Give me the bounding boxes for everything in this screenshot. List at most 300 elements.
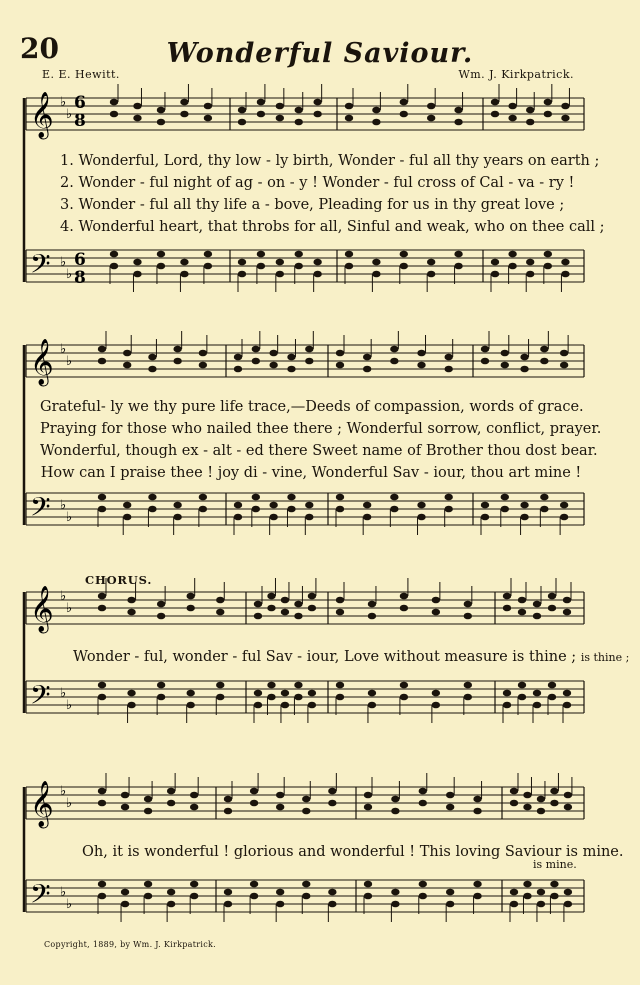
- note-head: [391, 889, 399, 896]
- note-head: [276, 115, 284, 122]
- note-head: [305, 346, 313, 353]
- note-head: [508, 103, 516, 110]
- note-head: [400, 263, 408, 270]
- note-head: [336, 362, 344, 369]
- note-head: [190, 792, 198, 799]
- note-head: [336, 609, 344, 616]
- note-head: [432, 690, 440, 697]
- note-head: [368, 690, 376, 697]
- verse-line: 4. Wonderful heart, that throbs for all, Sinful and weak, who on thee call ;: [60, 219, 605, 235]
- note-head: [199, 362, 207, 369]
- note-head: [454, 251, 462, 258]
- note-head: [238, 119, 246, 126]
- chorus-line-2: Oh, it is wonderful ! glorious and wonderful ! This loving Saviour is mine.: [82, 844, 624, 860]
- note-head: [560, 502, 568, 509]
- note-head: [526, 119, 534, 126]
- note-head: [503, 690, 511, 697]
- flat-icon: ♭: [60, 885, 67, 900]
- note-head: [417, 514, 425, 521]
- note-head: [491, 111, 499, 118]
- treble-clef-icon: 𝄞: [30, 339, 54, 385]
- verse-line: 3. Wonder - ful all thy life a - bove, Pleading for us in thy great love ;: [60, 197, 565, 213]
- note-head: [167, 901, 175, 908]
- note-head: [313, 99, 321, 106]
- note-head: [148, 354, 156, 361]
- note-head: [148, 506, 156, 513]
- note-head: [548, 694, 556, 701]
- note-head: [526, 271, 534, 278]
- note-head: [419, 881, 427, 888]
- note-head: [308, 702, 316, 709]
- note-head: [328, 901, 336, 908]
- note-head: [190, 804, 198, 811]
- note-head: [180, 271, 188, 278]
- copyright-notice: Copyright, 1889, by Wm. J. Kirkpatrick.: [44, 940, 216, 949]
- note-head: [400, 99, 408, 106]
- note-head: [250, 893, 258, 900]
- note-head: [173, 514, 181, 521]
- note-head: [328, 800, 336, 807]
- note-head: [417, 362, 425, 369]
- note-head: [313, 271, 321, 278]
- note-head: [510, 800, 518, 807]
- bass-clef-icon: 𝄢: [30, 491, 51, 529]
- note-head: [432, 702, 440, 709]
- note-head: [336, 494, 344, 501]
- note-head: [148, 494, 156, 501]
- note-head: [305, 514, 313, 521]
- flat-icon: ♭: [66, 897, 73, 912]
- flat-icon: ♭: [66, 698, 73, 713]
- note-head: [563, 597, 571, 604]
- note-head: [98, 881, 106, 888]
- note-head: [526, 259, 534, 266]
- note-head: [510, 901, 518, 908]
- flat-icon: ♭: [60, 784, 67, 799]
- note-head: [238, 271, 246, 278]
- note-head: [123, 514, 131, 521]
- note-head: [473, 796, 481, 803]
- note-head: [98, 358, 106, 365]
- note-head: [419, 788, 427, 795]
- note-head: [464, 682, 472, 689]
- note-head: [508, 263, 516, 270]
- note-head: [98, 800, 106, 807]
- note-head: [257, 263, 265, 270]
- note-head: [564, 804, 572, 811]
- note-head: [308, 690, 316, 697]
- note-head: [281, 702, 289, 709]
- note-head: [345, 251, 353, 258]
- note-head: [123, 350, 131, 357]
- note-head: [400, 682, 408, 689]
- note-head: [400, 694, 408, 701]
- note-head: [313, 259, 321, 266]
- note-head: [540, 494, 548, 501]
- note-head: [127, 609, 135, 616]
- note-head: [446, 804, 454, 811]
- note-head: [157, 263, 165, 270]
- note-head: [564, 889, 572, 896]
- note-head: [560, 350, 568, 357]
- note-head: [561, 271, 569, 278]
- note-head: [144, 881, 152, 888]
- note-head: [526, 107, 534, 114]
- note-head: [123, 362, 131, 369]
- note-head: [400, 593, 408, 600]
- note-head: [548, 593, 556, 600]
- note-head: [110, 111, 118, 118]
- note-head: [173, 358, 181, 365]
- note-head: [190, 881, 198, 888]
- note-head: [269, 514, 277, 521]
- verse-lines-system-2: [40, 396, 600, 484]
- flat-icon: ♭: [60, 686, 67, 701]
- note-head: [560, 514, 568, 521]
- page-number: 20: [20, 32, 59, 65]
- note-head: [400, 605, 408, 612]
- note-head: [520, 514, 528, 521]
- note-head: [281, 597, 289, 604]
- verse-line: 1. Wonderful, Lord, thy low - ly birth, Wonder - ful all thy years on earth ;: [60, 153, 600, 169]
- note-head: [180, 111, 188, 118]
- note-head: [417, 350, 425, 357]
- note-head: [444, 354, 452, 361]
- note-head: [537, 889, 545, 896]
- note-head: [167, 788, 175, 795]
- note-head: [540, 506, 548, 513]
- note-head: [287, 506, 295, 513]
- note-head: [481, 514, 489, 521]
- note-head: [216, 609, 224, 616]
- note-head: [432, 609, 440, 616]
- note-head: [287, 354, 295, 361]
- note-head: [224, 796, 232, 803]
- hymn-title: Wonderful Saviour.: [166, 38, 474, 69]
- note-head: [224, 808, 232, 815]
- author-credit: E. E. Hewitt.: [42, 68, 120, 81]
- note-head: [446, 792, 454, 799]
- note-head: [157, 107, 165, 114]
- note-head: [157, 119, 165, 126]
- note-head: [302, 796, 310, 803]
- note-head: [336, 682, 344, 689]
- note-head: [561, 259, 569, 266]
- note-head: [234, 354, 242, 361]
- note-head: [561, 103, 569, 110]
- verse-line: Grateful- ly we thy pure life trace,—Deeds of compassion, words of grace.: [40, 399, 584, 415]
- note-head: [540, 346, 548, 353]
- note-head: [518, 682, 526, 689]
- note-head: [257, 99, 265, 106]
- note-head: [148, 366, 156, 373]
- note-head: [503, 593, 511, 600]
- note-head: [234, 514, 242, 521]
- note-head: [98, 494, 106, 501]
- note-head: [254, 702, 262, 709]
- note-head: [501, 494, 509, 501]
- note-head: [276, 271, 284, 278]
- time-signature-top: 6: [74, 93, 86, 113]
- note-head: [391, 901, 399, 908]
- note-head: [98, 506, 106, 513]
- note-head: [123, 502, 131, 509]
- note-head: [308, 593, 316, 600]
- note-head: [294, 601, 302, 608]
- note-head: [234, 366, 242, 373]
- note-head: [444, 506, 452, 513]
- note-head: [238, 107, 246, 114]
- note-head: [276, 889, 284, 896]
- flat-icon: ♭: [66, 267, 73, 282]
- note-head: [186, 690, 194, 697]
- note-head: [501, 362, 509, 369]
- note-head: [157, 682, 165, 689]
- note-head: [98, 346, 106, 353]
- note-head: [167, 800, 175, 807]
- note-head: [473, 881, 481, 888]
- note-head: [110, 251, 118, 258]
- note-head: [520, 366, 528, 373]
- note-head: [186, 702, 194, 709]
- note-head: [302, 881, 310, 888]
- note-head: [523, 792, 531, 799]
- note-head: [537, 796, 545, 803]
- bass-time-signature-bottom: 8: [74, 268, 86, 288]
- note-head: [363, 354, 371, 361]
- flat-icon: ♭: [60, 255, 67, 270]
- note-head: [544, 251, 552, 258]
- note-head: [533, 613, 541, 620]
- note-head: [295, 119, 303, 126]
- note-head: [127, 702, 135, 709]
- note-head: [550, 800, 558, 807]
- bass-clef-icon: 𝄢: [30, 679, 51, 717]
- note-head: [427, 271, 435, 278]
- note-head: [305, 358, 313, 365]
- note-head: [186, 593, 194, 600]
- note-head: [391, 808, 399, 815]
- note-head: [491, 259, 499, 266]
- note-head: [508, 251, 516, 258]
- note-head: [560, 362, 568, 369]
- note-head: [345, 115, 353, 122]
- note-head: [444, 494, 452, 501]
- note-head: [464, 694, 472, 701]
- note-head: [563, 609, 571, 616]
- chorus-line-1: Wonder - ful, wonder - ful Sav - iour, Love without measure is thine ; is thine ;: [73, 649, 630, 665]
- note-head: [204, 263, 212, 270]
- note-head: [121, 901, 129, 908]
- verse-line: Praying for those who nailed thee there ; Wonderful sorrow, conflict, prayer.: [40, 421, 602, 437]
- note-head: [336, 597, 344, 604]
- note-head: [550, 881, 558, 888]
- verse-line: 2. Wonder - ful night of ag - on - y ! Wonder - ful cross of Cal - va - ry !: [60, 175, 575, 191]
- note-head: [294, 682, 302, 689]
- note-head: [110, 263, 118, 270]
- note-head: [180, 99, 188, 106]
- treble-clef-icon: 𝄞: [30, 586, 54, 632]
- note-head: [199, 350, 207, 357]
- note-head: [363, 514, 371, 521]
- note-head: [544, 111, 552, 118]
- note-head: [267, 605, 275, 612]
- note-head: [364, 881, 372, 888]
- note-head: [250, 788, 258, 795]
- bass-clef-icon: 𝄢: [30, 248, 51, 286]
- note-head: [173, 346, 181, 353]
- note-head: [281, 690, 289, 697]
- note-head: [234, 502, 242, 509]
- note-head: [276, 901, 284, 908]
- chorus-echo-1: is thine ;: [580, 651, 630, 664]
- note-head: [446, 889, 454, 896]
- note-head: [173, 502, 181, 509]
- note-head: [287, 366, 295, 373]
- note-head: [267, 694, 275, 701]
- flat-icon: ♭: [66, 510, 73, 525]
- note-head: [328, 788, 336, 795]
- note-head: [199, 494, 207, 501]
- composer-credit: Wm. J. Kirkpatrick.: [458, 68, 574, 81]
- note-head: [305, 502, 313, 509]
- note-head: [276, 259, 284, 266]
- note-head: [550, 893, 558, 900]
- note-head: [363, 502, 371, 509]
- note-head: [257, 251, 265, 258]
- note-head: [121, 792, 129, 799]
- note-head: [518, 694, 526, 701]
- note-head: [390, 358, 398, 365]
- note-head: [204, 115, 212, 122]
- flat-icon: ♭: [66, 107, 73, 122]
- treble-clef-icon: 𝄞: [30, 781, 54, 827]
- note-head: [276, 103, 284, 110]
- flat-icon: ♭: [60, 95, 67, 110]
- note-head: [254, 601, 262, 608]
- note-head: [345, 103, 353, 110]
- note-head: [464, 613, 472, 620]
- note-head: [533, 601, 541, 608]
- flat-icon: ♭: [60, 342, 67, 357]
- note-head: [544, 99, 552, 106]
- note-head: [564, 901, 572, 908]
- note-head: [121, 889, 129, 896]
- note-head: [98, 788, 106, 795]
- note-head: [295, 251, 303, 258]
- note-head: [336, 506, 344, 513]
- note-head: [336, 694, 344, 701]
- note-head: [98, 593, 106, 600]
- note-head: [127, 597, 135, 604]
- note-head: [533, 690, 541, 697]
- note-head: [544, 263, 552, 270]
- note-head: [254, 613, 262, 620]
- note-head: [537, 808, 545, 815]
- note-head: [276, 792, 284, 799]
- note-head: [563, 690, 571, 697]
- note-head: [419, 800, 427, 807]
- note-head: [501, 350, 509, 357]
- note-head: [216, 694, 224, 701]
- note-head: [432, 597, 440, 604]
- note-head: [501, 506, 509, 513]
- note-head: [110, 99, 118, 106]
- note-head: [491, 271, 499, 278]
- note-head: [419, 893, 427, 900]
- note-head: [491, 99, 499, 106]
- note-head: [372, 271, 380, 278]
- note-head: [368, 613, 376, 620]
- note-head: [127, 690, 135, 697]
- note-head: [336, 350, 344, 357]
- note-head: [252, 506, 260, 513]
- note-head: [287, 494, 295, 501]
- note-head: [216, 597, 224, 604]
- note-head: [444, 366, 452, 373]
- note-head: [238, 259, 246, 266]
- note-head: [564, 792, 572, 799]
- bass-time-signature-top: 6: [74, 250, 86, 270]
- note-head: [204, 103, 212, 110]
- note-head: [133, 259, 141, 266]
- note-head: [550, 788, 558, 795]
- note-head: [186, 605, 194, 612]
- note-head: [250, 800, 258, 807]
- note-head: [157, 251, 165, 258]
- note-head: [308, 605, 316, 612]
- note-head: [98, 694, 106, 701]
- note-head: [157, 613, 165, 620]
- note-head: [294, 694, 302, 701]
- note-head: [510, 889, 518, 896]
- note-head: [252, 494, 260, 501]
- note-head: [216, 682, 224, 689]
- note-head: [503, 605, 511, 612]
- note-head: [144, 796, 152, 803]
- time-signature-bottom: 8: [74, 111, 86, 131]
- verse-line: Wonderful, though ex - alt - ed there Sweet name of Brother thou dost bear.: [40, 443, 598, 459]
- note-head: [252, 346, 260, 353]
- chorus-label: CHORUS.: [85, 573, 153, 587]
- note-head: [454, 263, 462, 270]
- note-head: [372, 119, 380, 126]
- note-head: [520, 502, 528, 509]
- note-head: [144, 808, 152, 815]
- note-head: [313, 111, 321, 118]
- note-head: [98, 682, 106, 689]
- chorus-echo-2: is mine.: [533, 858, 577, 871]
- note-head: [481, 346, 489, 353]
- note-head: [199, 506, 207, 513]
- note-head: [523, 881, 531, 888]
- note-head: [345, 263, 353, 270]
- note-head: [254, 690, 262, 697]
- note-head: [364, 804, 372, 811]
- note-head: [98, 893, 106, 900]
- note-head: [510, 788, 518, 795]
- note-head: [190, 893, 198, 900]
- flat-icon: ♭: [60, 589, 67, 604]
- note-head: [473, 808, 481, 815]
- note-head: [518, 609, 526, 616]
- verse-line: How can I praise thee ! joy di - vine, Wonderful Sav - iour, thou art mine !: [40, 465, 582, 481]
- flat-icon: ♭: [60, 498, 67, 513]
- note-head: [133, 103, 141, 110]
- note-head: [269, 350, 277, 357]
- note-head: [257, 111, 265, 118]
- note-head: [561, 115, 569, 122]
